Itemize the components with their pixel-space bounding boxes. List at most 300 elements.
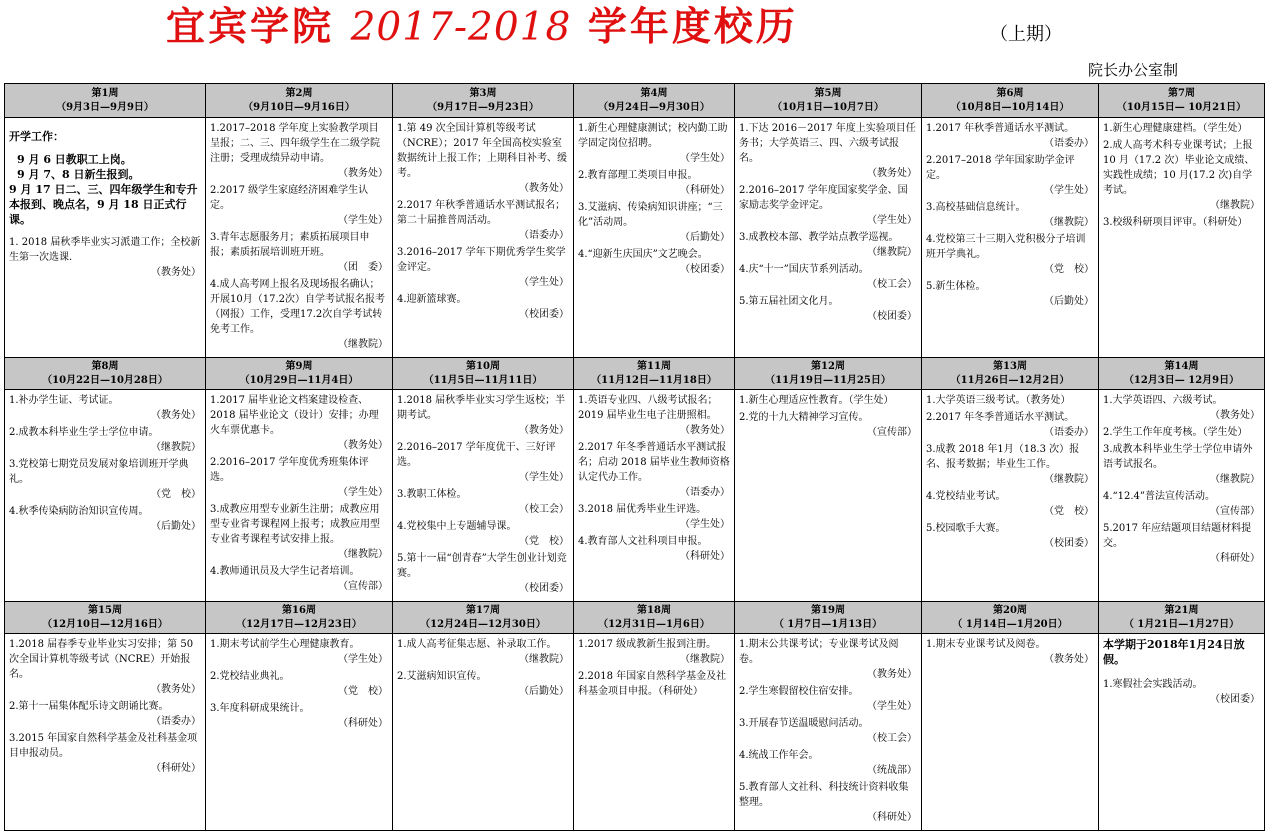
item-dept: （后勤处） — [151, 521, 201, 532]
schedule-item — [739, 410, 917, 440]
week-cell — [574, 118, 735, 358]
item-dept: （党 校） — [151, 489, 201, 500]
week-cell — [735, 118, 922, 358]
item-dept: （科研处） — [1210, 553, 1260, 564]
week-header — [206, 602, 393, 634]
schedule-item — [210, 230, 388, 275]
week-label: 第17周 — [466, 604, 500, 616]
item-text: 4.庆“十一”国庆节系列活动。 — [739, 264, 869, 275]
item-dept: （科研处） — [151, 763, 201, 774]
item-text: 2.艾滋病知识宣传。 — [397, 671, 487, 682]
week-header — [922, 358, 1099, 390]
item-dept: （党 校） — [1044, 506, 1094, 517]
week-label: 第3周 — [469, 87, 497, 99]
schedule-item — [397, 669, 569, 699]
schedule-item — [578, 200, 730, 245]
item-text: 3.艾滋病、传染病知识讲座；“三化”活动周。 — [578, 202, 723, 228]
week-dates: （10月22日—10月28日） — [42, 374, 168, 386]
schedule-item — [739, 393, 917, 408]
item-text: 2.教育部理工类项目申报。 — [578, 170, 698, 181]
week-label: 第19周 — [811, 604, 845, 616]
schedule-item — [1103, 138, 1260, 213]
item-dept: （教务处） — [338, 440, 388, 451]
schedule-item — [578, 637, 730, 667]
item-text: 1.英语专业四、八级考试报名；2019 届毕业生电子注册照相。 — [578, 395, 718, 421]
schedule-item — [926, 442, 1094, 487]
item-dept: （继教院） — [338, 339, 388, 350]
item-text: 4.“迎新生庆国庆”文艺晚会。 — [578, 249, 708, 260]
item-dept: （教务处） — [1210, 410, 1260, 421]
week-label: 第18周 — [637, 604, 671, 616]
item-text: 1.期末考试前学生心理健康教育。 — [210, 639, 360, 650]
schedule-item — [210, 502, 388, 562]
schedule-item — [210, 183, 388, 228]
item-text: 5.校园歌手大赛。 — [926, 523, 1006, 534]
week-cell — [1099, 390, 1265, 602]
schedule-item — [1103, 442, 1260, 487]
week-dates: （11月26日—12月2日） — [950, 374, 1070, 386]
schedule-item — [9, 235, 201, 280]
schedule-item — [397, 292, 569, 322]
item-text: 2.第十一届集体配乐诗文朗诵比赛。 — [9, 701, 169, 712]
item-text: 3.2015 年国家自然科学基金及社科基金项目申报动员。 — [9, 733, 198, 759]
item-text: 5.第十一届“创青春”大学生创业计划竞赛。 — [397, 553, 567, 579]
item-text: 2.2016–2017 学年度国家奖学金、国家励志奖学金评定。 — [739, 185, 908, 211]
item-dept: （宣传部） — [867, 427, 917, 438]
week-label: 第21周 — [1164, 604, 1199, 616]
schedule-item — [397, 487, 569, 517]
item-dept: （继教院） — [1044, 474, 1094, 485]
week-header — [5, 602, 206, 634]
schedule-item — [210, 455, 388, 500]
week-header-row — [5, 602, 1265, 634]
item-text: 2.成人高考术科专业课考试；上报 10 月（17.2 次）毕业论文成绩、实践性成绩；10 月(17.2 次)自学考试。 — [1103, 140, 1255, 196]
item-text: 1.2017 届毕业论文档案建设检查、2018 届毕业论文（设计）安排；办理火车票优惠卡。 — [210, 395, 379, 436]
item-text: 3.年度科研成果统计。 — [210, 703, 310, 714]
week-dates: （10月8日—10月14日） — [950, 101, 1070, 113]
schedule-item — [9, 699, 201, 729]
schedule-item — [397, 121, 569, 196]
item-dept: （语委办） — [1044, 138, 1094, 149]
week-dates: （12月31日—1月6日） — [598, 618, 710, 630]
item-dept: （宣传部） — [338, 581, 388, 592]
item-text: 3.成教校本部、教学站点教学巡视。 — [739, 232, 899, 243]
opening-work-heading: 开学工作： — [9, 130, 64, 143]
calendar-table — [4, 83, 1265, 831]
item-dept: （校团委） — [867, 311, 917, 322]
schedule-item — [739, 230, 917, 260]
week-label: 第16周 — [282, 604, 316, 616]
item-text: 1.第 49 次全国计算机等级考试（NCRE）；2017 年全国高校实验室数据统计上报工作；上期科目补考、缓考。 — [397, 123, 567, 179]
week-header — [5, 358, 206, 390]
week-dates: （12月17日—12月23日） — [236, 618, 362, 630]
week-header — [393, 602, 574, 634]
week-label: 第1周 — [91, 87, 119, 99]
schedule-item — [397, 245, 569, 290]
schedule-item — [739, 780, 917, 825]
schedule-item — [9, 425, 201, 455]
week-header — [735, 358, 922, 390]
week-label: 第6周 — [996, 87, 1024, 99]
item-text: 3.成教本科毕业生学士学位申请外语考试报名。 — [1103, 444, 1253, 470]
schedule-item — [926, 121, 1094, 151]
page-title — [166, 2, 798, 53]
week-dates: （9月3日—9月9日） — [56, 101, 154, 113]
schedule-item — [739, 183, 917, 228]
week-cell — [1099, 118, 1265, 358]
week-cell — [206, 390, 393, 602]
schedule-item — [739, 637, 917, 682]
item-text: 1.2017 级成教新生报到注册。 — [578, 639, 717, 650]
item-dept: （教务处） — [519, 183, 569, 194]
item-text: 1.期末公共课考试；专业课考试及阅卷。 — [739, 639, 899, 665]
item-text: 3.校级科研项目评审。（科研处） — [1103, 217, 1248, 228]
schedule-item — [739, 716, 917, 746]
item-text: 3.教职工体检。 — [397, 489, 467, 500]
item-text: 4.“12.4”普法宣传活动。 — [1103, 491, 1216, 502]
week-header — [1099, 84, 1265, 118]
week-header — [922, 602, 1099, 634]
item-dept: （党 校） — [338, 686, 388, 697]
item-text: 2.2017 级学生家庭经济困难学生认定。 — [210, 185, 369, 211]
schedule-item — [739, 262, 917, 292]
title-suffix: 学年度校历 — [587, 4, 798, 50]
schedule-item — [578, 247, 730, 277]
item-dept: （教务处） — [867, 669, 917, 680]
week-header — [574, 358, 735, 390]
schedule-item — [926, 410, 1094, 440]
title-bar — [0, 0, 1268, 79]
opening-work-line: 9 月 6 日教职工上岗。 — [17, 153, 132, 166]
schedule-item — [9, 504, 201, 534]
schedule-item — [926, 279, 1094, 309]
item-dept: （党 校） — [519, 536, 569, 547]
week-label: 第8周 — [91, 360, 119, 372]
schedule-item — [578, 393, 730, 438]
issuing-office: 院长办公室制 — [1088, 61, 1179, 79]
schedule-item — [1103, 215, 1260, 230]
week-dates: （11月12日—11月18日） — [591, 374, 717, 386]
item-text: 2.2017 年冬季普通话水平测试报名；启动 2018 届毕业生教师资格认定代办工作。 — [578, 442, 730, 483]
week-header-row — [5, 358, 1265, 390]
item-text: 2.学生寒假留校住宿安排。 — [739, 686, 859, 697]
item-text: 3.党校第七期党员发展对象培训班开学典礼。 — [9, 459, 189, 485]
schedule-item — [739, 684, 917, 714]
schedule-item — [739, 748, 917, 778]
item-dept: （统战部） — [867, 765, 917, 776]
item-text: 1.2018 届春季专业毕业实习安排；第 50 次全国计算机等级考试（NCRE）开始报名。 — [9, 639, 194, 680]
item-text: 4.党校第三十三期入党积极分子培训班开学典礼。 — [926, 234, 1086, 260]
item-dept: （校工会） — [519, 504, 569, 515]
item-dept: （语委办） — [680, 487, 730, 498]
week-label: 第9周 — [285, 360, 313, 372]
item-dept: （学生处） — [338, 487, 388, 498]
week-cell — [206, 634, 393, 831]
schedule-item — [1103, 393, 1260, 423]
week-cell — [5, 390, 206, 602]
week-label: 第5周 — [814, 87, 842, 99]
week-header — [206, 358, 393, 390]
item-text: 1.新生心理健康建档。（学生处） — [1103, 123, 1248, 134]
item-text: 1.大学英语三级考试。（教务处） — [926, 395, 1071, 406]
week-header — [393, 84, 574, 118]
schedule-item — [210, 121, 388, 181]
schedule-item — [578, 121, 730, 166]
item-text: 2.成教本科毕业生学士学位申请。 — [9, 427, 159, 438]
week-header — [1099, 358, 1265, 390]
item-dept: （教务处） — [151, 410, 201, 421]
item-dept: （校团委） — [519, 309, 569, 320]
week-cell — [574, 634, 735, 831]
week-cell — [574, 390, 735, 602]
item-dept: （教务处） — [867, 168, 917, 179]
item-text: 1.期末专业课考试及阅卷。 — [926, 639, 1046, 650]
item-text: 4.统战工作年会。 — [739, 750, 819, 761]
item-text: 2.党的十九大精神学习宣传。 — [739, 412, 869, 423]
week-cell — [922, 118, 1099, 358]
week-dates: （10月1日—10月7日） — [772, 101, 884, 113]
item-dept: （学生处） — [519, 277, 569, 288]
schedule-item — [578, 502, 730, 532]
week-label: 第13周 — [993, 360, 1027, 372]
item-dept: （后勤处） — [519, 686, 569, 697]
item-dept: （语委办） — [519, 230, 569, 241]
item-text: 1. 2018 届秋季毕业实习派遣工作；全校新生第一次选课. — [9, 237, 201, 263]
item-text: 1.2017 年秋季普通话水平测试。 — [926, 123, 1075, 134]
schedule-item — [210, 669, 388, 699]
item-text: 3.开展春节送温暖慰问活动。 — [739, 718, 869, 729]
schedule-item — [397, 637, 569, 667]
week-label: 第10周 — [466, 360, 500, 372]
item-dept: （学生处） — [1044, 185, 1094, 196]
schedule-item — [578, 168, 730, 198]
item-text: 5.新生体检。 — [926, 281, 986, 292]
item-text: 3.高校基础信息统计。 — [926, 202, 1026, 213]
week-header — [1099, 602, 1265, 634]
item-dept: （继教院） — [519, 654, 569, 665]
week-content-row — [5, 118, 1265, 358]
item-dept: （教务处） — [338, 168, 388, 179]
item-dept: （教务处） — [680, 425, 730, 436]
week-label: 第11周 — [637, 360, 671, 372]
item-text: 4.秋季传染病防治知识宣传周。 — [9, 506, 149, 517]
week-cell — [393, 390, 574, 602]
schedule-item — [739, 294, 917, 324]
item-dept: （校团委） — [680, 264, 730, 275]
week-header — [574, 602, 735, 634]
week-label: 第20周 — [993, 604, 1027, 616]
item-text: 2.2018 年国家自然科学基金及社科基金项目申报。（科研处） — [578, 671, 727, 697]
item-dept: （学生处） — [519, 472, 569, 483]
schedule-item — [926, 489, 1094, 519]
schedule-item — [1103, 121, 1260, 136]
schedule-item — [397, 393, 569, 438]
item-dept: （语委办） — [151, 716, 201, 727]
week-cell — [922, 634, 1099, 831]
week-label: 第15周 — [88, 604, 122, 616]
schedule-item — [397, 551, 569, 596]
schedule-item — [9, 731, 201, 776]
week-header — [393, 358, 574, 390]
schedule-item — [9, 457, 201, 502]
week-dates: （ 1月7日—1月13日） — [773, 618, 883, 630]
title-year: 2017-2018 — [350, 5, 572, 50]
item-text: 5.教育部人文社科、科技统计资料收集整理。 — [739, 782, 909, 808]
week-label: 第2周 — [285, 87, 313, 99]
item-text: 4.党校集中上专题辅导课。 — [397, 521, 517, 532]
item-dept: （学生处） — [680, 153, 730, 164]
week-dates: （9月24日—9月30日） — [598, 101, 710, 113]
item-dept: （科研处） — [680, 551, 730, 562]
item-text: 1.2017–2018 学年度上实验教学项目呈报；二、三、四年级学生在二级学院注册；受理成绩异动申请。 — [210, 123, 380, 164]
schedule-item — [210, 637, 388, 667]
item-dept: （宣传部） — [1210, 506, 1260, 517]
week-cell — [1099, 634, 1265, 831]
item-text: 2.2017 年秋季普通话水平测试报名；第二十届推普周活动。 — [397, 200, 566, 226]
schedule-item — [578, 534, 730, 564]
week-cell — [922, 390, 1099, 602]
item-text: 2.党校结业典礼。 — [210, 671, 290, 682]
item-dept: （学生处） — [338, 215, 388, 226]
item-text: 3.青年志愿服务月；素质拓展项目申报；素质拓展培训班开班。 — [210, 232, 370, 258]
item-dept: （后勤处） — [1044, 296, 1094, 307]
holiday-notice: 本学期于2018年1月24日放假。 — [1103, 638, 1245, 666]
schedule-item — [210, 701, 388, 731]
week-cell — [735, 634, 922, 831]
schedule-item — [578, 440, 730, 500]
week-dates: （12月3日— 12月9日） — [1123, 374, 1240, 386]
item-dept: （继教院） — [867, 247, 917, 258]
item-text: 1.寒假社会实践活动。 — [1103, 679, 1203, 690]
schedule-item — [9, 393, 201, 423]
item-dept: （校团委） — [1044, 538, 1094, 549]
week-cell — [393, 634, 574, 831]
item-text: 2.2016–2017 学年度优秀班集体评选。 — [210, 457, 369, 483]
item-dept: （继教院） — [1044, 217, 1094, 228]
week-label: 第14周 — [1164, 360, 1199, 372]
item-dept: （学生处） — [867, 701, 917, 712]
schedule-item — [210, 277, 388, 352]
item-dept: （团 委） — [338, 262, 388, 273]
item-text: 4.党校结业考试。 — [926, 491, 1006, 502]
opening-work-line: 9 月 7、8 日新生报到。 — [17, 168, 140, 181]
week-dates: （11月5日—11月11日） — [423, 374, 543, 386]
schedule-item — [1103, 425, 1260, 440]
item-dept: （学生处） — [680, 519, 730, 530]
subtitle: （上期） — [990, 24, 1062, 45]
week-dates: （12月10日—12月16日） — [42, 618, 168, 630]
week-label: 第12周 — [811, 360, 845, 372]
item-dept: （继教院） — [680, 654, 730, 665]
item-dept: （学生处） — [867, 215, 917, 226]
item-dept: （校工会） — [867, 733, 917, 744]
item-dept: （科研处） — [867, 812, 917, 823]
spacer — [9, 144, 201, 152]
item-dept: （教务处） — [1044, 654, 1094, 665]
schedule-item — [739, 121, 917, 181]
schedule-item — [210, 393, 388, 453]
schedule-item — [926, 521, 1094, 551]
schedule-item — [926, 637, 1094, 667]
item-text: 1.下达 2016－2017 年度上实验项目任务书；大学英语三、四、六级考试报名。 — [739, 123, 916, 164]
week-header — [574, 84, 735, 118]
week-dates: （10月15日— 10月21日） — [1116, 101, 1247, 113]
schedule-item — [9, 637, 201, 697]
item-dept: （语委办） — [1044, 427, 1094, 438]
week-cell — [735, 390, 922, 602]
week-cell — [206, 118, 393, 358]
item-text: 2.学生工作年度考核。（学生处） — [1103, 427, 1248, 438]
item-text: 1.成人高考征集志愿、补录取工作。 — [397, 639, 557, 650]
item-text: 3.2016–2017 学年下期优秀学生奖学金评定。 — [397, 247, 566, 273]
item-dept: （党 校） — [1044, 264, 1094, 275]
item-text: 1.大学英语四、六级考试。 — [1103, 395, 1223, 406]
opening-work-block — [9, 121, 201, 227]
item-text: 2.2016–2017 学年度优干、三好评选。 — [397, 442, 556, 468]
item-text: 3.2018 届优秀毕业生评选。 — [578, 504, 707, 515]
item-dept: （校工会） — [867, 279, 917, 290]
item-dept: （教务处） — [519, 425, 569, 436]
schedule-item — [1103, 489, 1260, 519]
week-dates: （ 1月14日—1月20日） — [952, 618, 1068, 630]
week-cell — [393, 118, 574, 358]
week-header — [5, 84, 206, 118]
item-text: 1.2018 届秋季毕业实习学生返校；半期考试。 — [397, 395, 566, 421]
item-dept: （教务处） — [151, 267, 201, 278]
item-text: 4.教育部人文社科项目申报。 — [578, 536, 708, 547]
item-text: 1.补办学生证、考试证。 — [9, 395, 119, 406]
schedule-item — [578, 669, 730, 699]
week-dates: （ 1月21日—1月27日） — [1123, 618, 1240, 630]
item-dept: （科研处） — [680, 185, 730, 196]
week-dates: （9月17日—9月23日） — [427, 101, 539, 113]
item-dept: （后勤处） — [680, 232, 730, 243]
item-dept: （继教院） — [1210, 474, 1260, 485]
week-dates: （12月24日—12月30日） — [420, 618, 546, 630]
week-dates: （9月10日—9月16日） — [243, 101, 355, 113]
item-dept: （继教院） — [1210, 200, 1260, 211]
week-dates: （10月29日—11月4日） — [239, 374, 359, 386]
week-content-row — [5, 634, 1265, 831]
opening-work-line: 9 月 17 日二、三、四年级学生和专升本报到、晚点名，9 月 18 日正式行课。 — [9, 183, 198, 226]
title-prefix: 宜宾学院 — [166, 4, 335, 50]
week-cell — [5, 118, 206, 358]
schedule-item — [926, 153, 1094, 198]
item-text: 4.教师通讯员及大学生记者培训。 — [210, 566, 360, 577]
week-header — [735, 602, 922, 634]
week-label: 第4周 — [640, 87, 668, 99]
week-dates: （11月19日—11月25日） — [765, 374, 891, 386]
item-dept: （教务处） — [151, 684, 201, 695]
item-dept: （学生处） — [338, 654, 388, 665]
week-header — [206, 84, 393, 118]
schedule-item — [397, 198, 569, 243]
week-label: 第7周 — [1168, 87, 1195, 99]
week-header-row — [5, 84, 1265, 118]
item-text: 5.2017 年应结题项目结题材料提交。 — [1103, 523, 1252, 549]
schedule-item — [926, 200, 1094, 230]
item-text: 2.2017–2018 学年国家助学金评定。 — [926, 155, 1075, 181]
schedule-item — [397, 440, 569, 485]
item-text: 1.新生心理适应性教育。（学生处） — [739, 395, 894, 406]
schedule-item — [926, 393, 1094, 408]
schedule-item — [397, 519, 569, 549]
item-dept: （科研处） — [338, 718, 388, 729]
item-dept: （继教院） — [151, 442, 201, 453]
schedule-item — [210, 564, 388, 594]
schedule-item — [1103, 677, 1260, 707]
item-text: 5.第五届社团文化月。 — [739, 296, 839, 307]
